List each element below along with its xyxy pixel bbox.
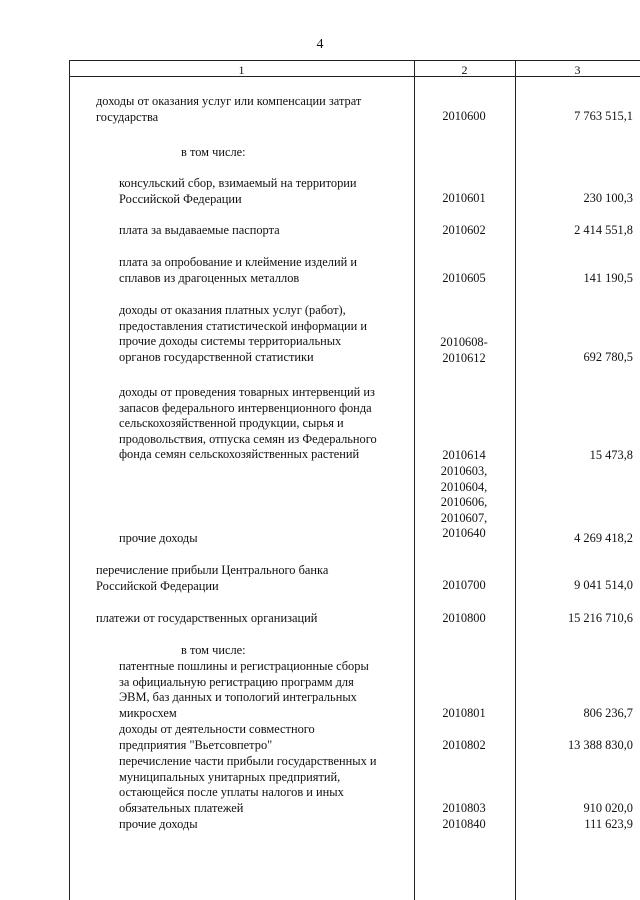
row-code: 2010802 — [442, 738, 486, 752]
row-code: 2010602 — [442, 223, 486, 237]
row-amount: 692 780,5 — [583, 350, 633, 364]
row-amount: 111 623,9 — [584, 817, 633, 831]
row-code: 2010601 — [442, 191, 486, 205]
row-description: прочие доходы — [119, 531, 198, 545]
row-amount: 2 414 551,8 — [574, 223, 633, 237]
row-amount: 806 236,7 — [583, 706, 633, 720]
row-description: консульский сбор, взимаемый на территории Российской Федерации — [119, 176, 357, 206]
row-code: 2010608- 2010612 — [440, 335, 488, 365]
row-description: платежи от государственных организаций — [96, 611, 318, 625]
page-number: 4 — [316, 37, 324, 52]
row-description: прочие доходы — [119, 817, 198, 831]
row-description: патентные пошлины и регистрационные сборы за официальную регистрацию программ для ЭВМ, баз данных и топологий интегральных микросхем — [119, 659, 369, 720]
row-code: 2010603, 2010604, 2010606, 2010607, 2010640 — [440, 464, 488, 541]
column-header-2: 2 — [461, 63, 468, 77]
row-amount: 15 473,8 — [589, 448, 633, 462]
row-code: 2010840 — [442, 817, 486, 831]
table-top-rule — [69, 60, 640, 61]
row-amount: 9 041 514,0 — [574, 578, 633, 592]
row-description: доходы от оказания услуг или компенсации затрат государства — [96, 94, 362, 124]
row-amount: 7 763 515,1 — [574, 109, 633, 123]
row-description: в том числе: — [181, 145, 246, 159]
row-code: 2010801 — [442, 706, 486, 720]
row-description: плата за выдаваемые паспорта — [119, 223, 280, 237]
row-amount: 4 269 418,2 — [574, 531, 633, 545]
row-amount: 141 190,5 — [583, 271, 633, 285]
row-description: перечисление части прибыли государственных и муниципальных унитарных предприятий, остающейся после уплаты налогов и иных обязательных платежей — [119, 754, 377, 815]
column-header-3: 3 — [574, 63, 581, 77]
row-description: доходы от оказания платных услуг (работ), предоставления статистической информации и прочие доходы системы территориальных органов государственной статистики — [119, 303, 368, 364]
row-code: 2010605 — [442, 271, 486, 285]
row-description: доходы от деятельности совместного предприятия "Вьетсовпетро" — [119, 722, 315, 752]
row-code: 2010614 — [442, 448, 486, 462]
row-amount: 13 388 830,0 — [567, 738, 633, 752]
row-code: 2010800 — [442, 611, 486, 625]
row-code: 2010700 — [442, 578, 486, 592]
row-code: 2010803 — [442, 801, 486, 815]
column-divider-2 — [515, 60, 516, 900]
row-amount: 15 216 710,6 — [567, 611, 633, 625]
row-description: доходы от проведения товарных интервенций из запасов федерального интервенционного фонда сельскохозяйственной продукции, сырья и продовольствия, отпуска семян из Федерального фонда семян сельскохозяйственных растений — [119, 385, 377, 462]
row-amount: 230 100,3 — [583, 191, 633, 205]
column-header-1: 1 — [238, 63, 245, 77]
row-description: плата за опробование и клеймение изделий и сплавов из драгоценных металлов — [119, 255, 357, 285]
table-left-border — [69, 60, 70, 900]
row-amount: 910 020,0 — [583, 801, 633, 815]
row-description: перечисление прибыли Центрального банка Российской Федерации — [96, 563, 329, 593]
row-description: в том числе: — [181, 643, 246, 657]
row-code: 2010600 — [442, 109, 486, 123]
